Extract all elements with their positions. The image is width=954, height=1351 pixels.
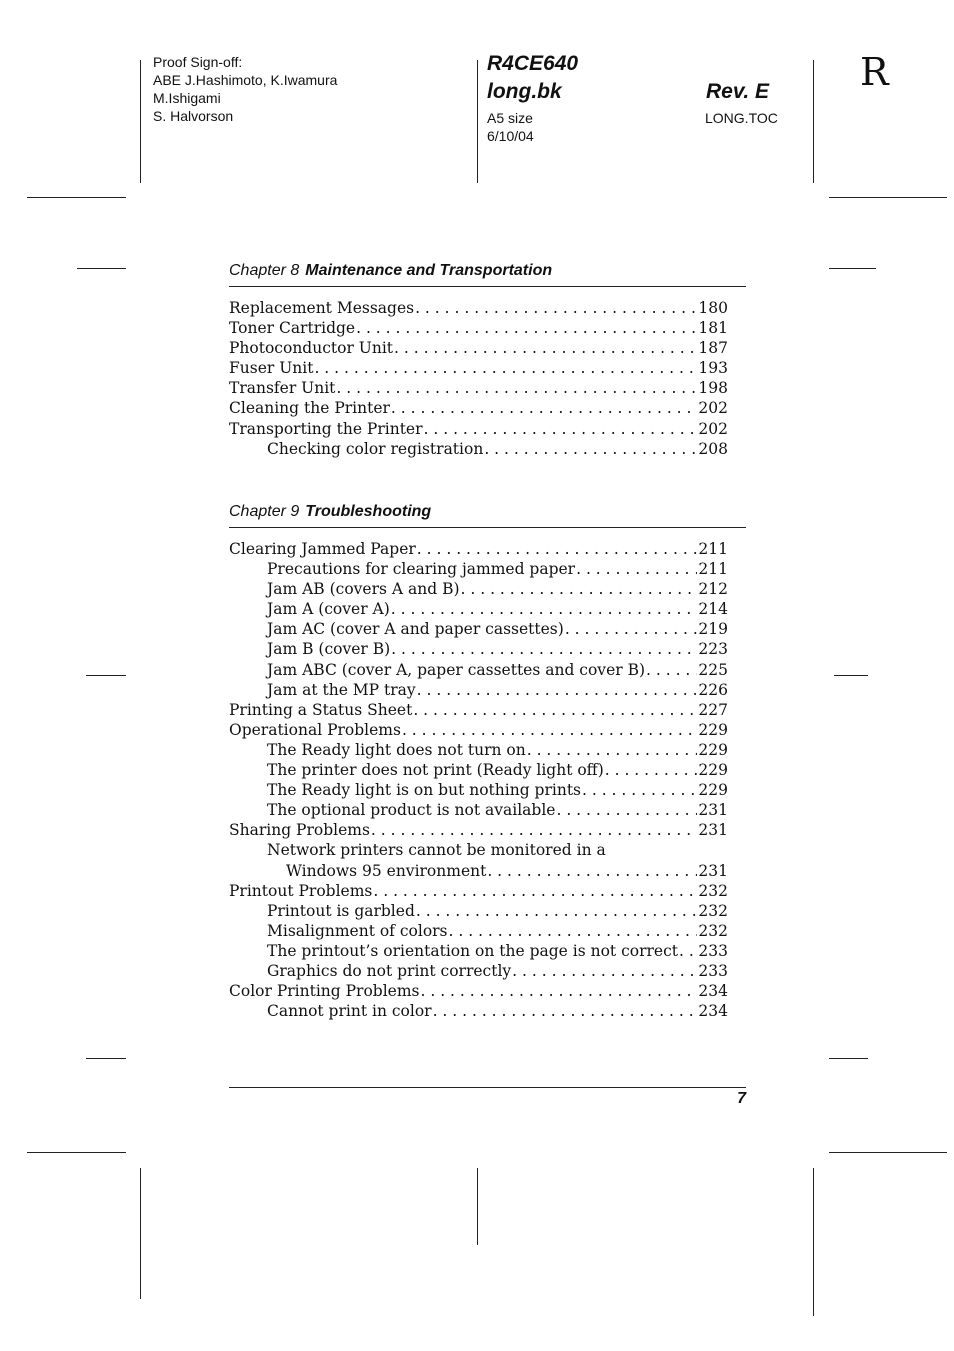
crop-mark [829,268,876,269]
toc-entry [229,639,728,659]
toc-entry [229,921,728,941]
toc-entry-title: Jam AB (covers A and B) [267,580,460,599]
toc-entry-title: Printout Problems [229,881,373,900]
toc-entry [229,760,728,780]
toc-leader-dots [679,941,697,961]
doc-date: 6/10/04 [487,128,534,144]
file-name: LONG.TOC [705,110,778,126]
toc-entry-page: 208 [698,439,728,458]
toc-leader-dots [314,358,697,378]
toc-leader-dots [582,780,697,800]
toc-entry-title: Printout is garbled [267,901,415,920]
toc-entry-page: 234 [698,982,728,1001]
crop-mark [140,1168,141,1299]
footer-rule [229,1087,746,1088]
toc-leader-dots [391,639,697,659]
crop-mark [27,197,126,198]
toc-entry-page: 229 [698,761,728,780]
chapter-heading [229,503,431,521]
toc-leader-dots [336,378,697,398]
toc-entry-page: 202 [698,419,728,438]
toc-entry-title: The optional product is not available [267,801,556,820]
toc-entry-title: Transfer Unit [229,379,336,398]
toc-entry [229,318,728,338]
toc-entry [229,820,728,840]
toc-entry [229,941,728,961]
toc-leader-dots [461,579,698,599]
toc-entry [229,539,728,559]
crop-mark [86,675,126,676]
toc-entry-title: Photoconductor Unit [229,339,394,358]
chapter-rule [229,527,746,528]
toc-leader-dots [416,901,698,921]
toc-leader-dots [556,800,697,820]
toc-entry-page: 187 [698,339,728,358]
toc-leader-dots [371,820,697,840]
toc-entry-title: Clearing Jammed Paper [229,540,416,558]
toc-leader-dots [356,318,697,338]
toc-entry [229,901,728,921]
toc-entry-page: 214 [698,600,728,619]
toc-entry-page: 229 [698,740,728,759]
toc-leader-dots [391,398,698,418]
book-name: long.bk [487,80,562,103]
toc-entry-title: Operational Problems [229,720,401,739]
toc-leader-dots [391,599,698,619]
toc-entry-page: 181 [698,319,728,338]
toc-entry [229,559,728,579]
toc-leader-dots [487,861,697,881]
toc-entry [229,660,728,680]
crop-mark [477,1168,478,1245]
toc-entry-title: Jam at the MP tray [267,680,416,699]
toc-entry-page: 211 [698,540,728,558]
toc-entry-page: 232 [698,921,728,940]
toc-entry [229,780,728,800]
crop-mark [477,60,478,183]
toc-entry [229,720,728,740]
toc-leader-dots [373,881,697,901]
toc-entry-title: Sharing Problems [229,821,370,840]
toc-entry [229,439,728,459]
crop-mark [829,1152,947,1153]
toc-list [229,298,728,459]
crop-mark [829,197,947,198]
toc-entry-page: 193 [698,359,728,378]
crop-mark [829,1058,868,1059]
toc-leader-dots [415,298,697,318]
toc-entry-page: 229 [698,720,728,739]
crop-mark [140,60,141,183]
toc-leader-dots [576,559,697,579]
toc-leader-dots [605,760,698,780]
toc-entry [229,800,728,820]
crop-mark [27,1152,126,1153]
toc-entry-page: 226 [698,680,728,699]
toc-entry-title: Windows 95 environment [286,861,487,880]
toc-entry [229,881,728,901]
toc-leader-dots [484,439,697,459]
toc-entry-page: 223 [698,640,728,659]
toc-entry-title: Jam A (cover A) [267,600,390,619]
toc-leader-dots [527,740,698,760]
toc-entry-page: 233 [698,941,728,960]
toc-entry-page: 232 [698,901,728,920]
toc-entry-title: Cleaning the Printer [229,399,390,418]
toc-entry-page: 234 [698,1002,728,1021]
toc-leader-dots [417,539,698,559]
toc-leader-dots [413,700,697,720]
crop-mark [77,268,126,269]
toc-entry [229,981,728,1001]
toc-entry-page: 211 [698,560,728,579]
toc-entry [229,619,728,639]
toc-entry-title: Color Printing Problems [229,982,420,1001]
toc-leader-dots [565,619,698,639]
toc-entry [229,398,728,418]
toc-entry-page: 232 [698,881,728,900]
toc-entry-title: The printer does not print (Ready light off) [267,761,604,780]
toc-entry-title: Graphics do not print correctly [267,961,512,980]
toc-leader-dots [424,419,698,439]
toc-entry-title: Toner Cartridge [229,319,356,338]
toc-entry-page: 219 [698,620,728,639]
toc-entry-page: 231 [698,821,728,840]
toc-entry [229,378,728,398]
paper-size: A5 size [487,110,533,126]
toc-entry-title: The Ready light does not turn on [267,740,526,759]
revision: Rev. E [706,80,770,103]
toc-entry [229,298,728,318]
toc-leader-dots [417,680,698,700]
toc-entry [229,358,728,378]
toc-entry [229,861,728,881]
chapter-title: Troubleshooting [305,503,432,520]
toc-entry-page: 233 [698,961,728,980]
toc-list [229,539,728,1021]
chapter-label: Chapter 9 [229,503,300,520]
toc-entry-title: The Ready light is on but nothing prints [267,781,581,800]
toc-entry [229,419,728,439]
toc-entry-page: 225 [698,660,728,679]
toc-entry-page: 229 [698,781,728,800]
toc-leader-dots [433,1001,698,1021]
toc-entry [229,840,728,860]
toc-leader-dots [402,720,697,740]
chapter-title: Maintenance and Transportation [305,262,553,279]
toc-entry [229,579,728,599]
toc-leader-dots [646,660,697,680]
chapter-label: Chapter 8 [229,262,300,279]
toc-entry-page: 180 [698,299,728,317]
toc-entry-title: The printout’s orientation on the page is not correct [267,941,678,960]
toc-leader-dots [512,961,697,981]
toc-entry-title: Network printers cannot be monitored in a [267,841,606,860]
crop-mark [813,1168,814,1316]
proof-line: M.Ishigami [153,90,221,106]
toc-leader-dots [421,981,698,1001]
crop-mark [86,1058,126,1059]
doc-code: R4CE640 [487,52,579,75]
proof-signoff [153,53,337,125]
page-number: 7 [737,1090,746,1107]
toc-entry-page: 198 [698,379,728,398]
toc-entry-title: Jam AC (cover A and paper cassettes) [267,620,564,639]
toc-entry-page: 231 [698,861,728,880]
toc-entry [229,700,728,720]
toc-entry-title: Cannot print in color [267,1002,432,1021]
toc-entry [229,961,728,981]
corner-letter: R [860,50,889,94]
toc-entry-title: Checking color registration [267,439,484,458]
toc-entry-title: Misalignment of colors [267,921,448,940]
toc-entry-page: 227 [698,700,728,719]
toc-entry [229,338,728,358]
toc-entry [229,740,728,760]
chapter-rule [229,286,746,287]
proof-line: S. Halvorson [153,108,234,124]
crop-mark [834,675,868,676]
toc-entry-title: Transporting the Printer [229,419,423,438]
toc-entry-title: Fuser Unit [229,359,314,378]
proof-line: Proof Sign-off: [153,54,243,70]
toc-entry-title: Replacement Messages [229,299,415,317]
chapter-heading [229,262,552,280]
toc-entry-title: Jam ABC (cover A, paper cassettes and cover B) [267,660,646,679]
toc-entry-title: Jam B (cover B) [267,640,391,659]
toc-entry-page: 202 [698,399,728,418]
toc-entry-title: Printing a Status Sheet [229,700,413,719]
toc-leader-dots [394,338,697,358]
toc-entry-title: Precautions for clearing jammed paper [267,560,576,579]
proof-line: ABE J.Hashimoto, K.Iwamura [153,72,338,88]
toc-entry [229,1001,728,1021]
toc-entry [229,599,728,619]
toc-entry [229,680,728,700]
toc-entry-page: 231 [698,801,728,820]
toc-leader-dots [449,921,698,941]
crop-mark [813,60,814,183]
toc-entry-page: 212 [698,580,728,599]
